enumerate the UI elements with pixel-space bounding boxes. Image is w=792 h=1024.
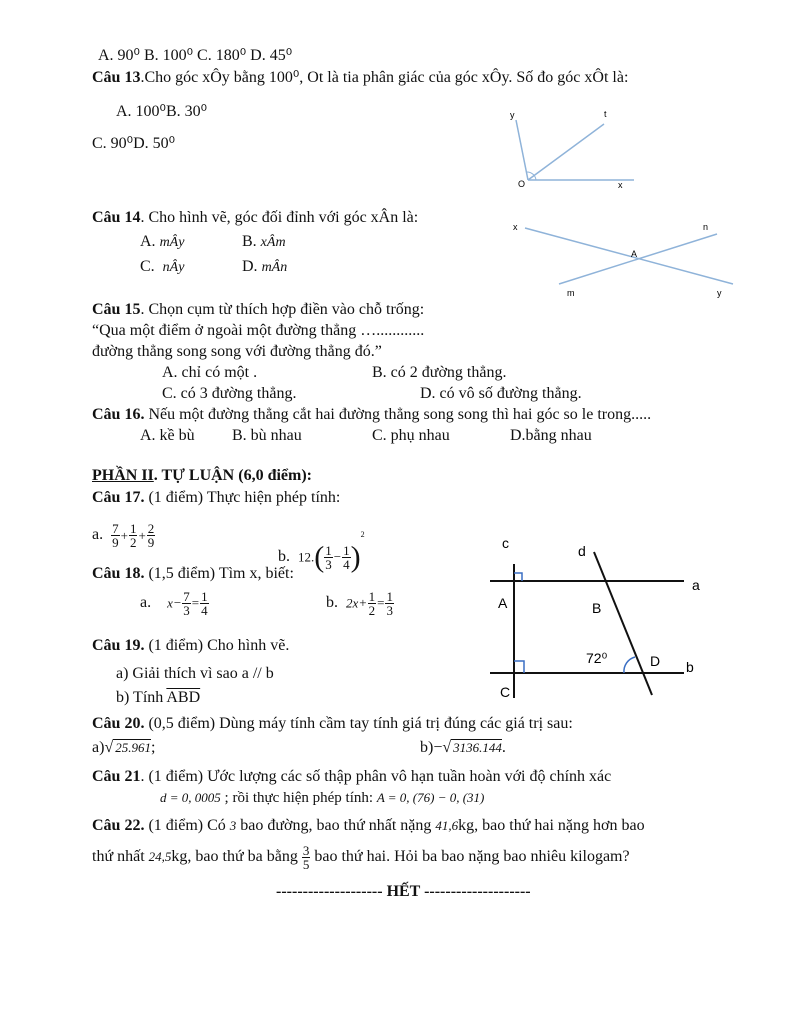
q16-question: Nếu một đường thẳng cắt hai đường thẳng song song thì hai góc so le trong..... — [144, 406, 652, 423]
q19-part-a: a) Giải thích vì sao a // b — [116, 665, 274, 682]
q14-option-b — [242, 232, 286, 253]
label-n: n — [703, 222, 709, 232]
q14-text — [92, 208, 418, 228]
label-y: y — [510, 110, 515, 120]
ray-oy — [516, 120, 528, 180]
q19-label: Câu 19. — [92, 637, 145, 654]
q18-label: Câu 18. — [92, 565, 145, 582]
q20-question: (0,5 điểm) Dùng máy tính cầm tay tính giá trị đúng các giá trị sau: — [144, 715, 573, 732]
q14-option-d — [242, 257, 287, 278]
end-marker: -------------------- HẾT -------------------- — [276, 883, 531, 900]
q22-line1 — [92, 816, 645, 836]
q18-b: b. 2x+ $\frac{1}{2}$ = $\frac{1}{3}$ — [326, 588, 393, 618]
q18-a: a. x− $\frac{7}{3}$ = $\frac{1}{4}$ — [140, 588, 208, 618]
q15-label: Câu 15 — [92, 301, 141, 318]
q17-question: (1 điểm) Thực hiện phép tính: — [144, 489, 341, 506]
denominator: 2 — [368, 602, 376, 618]
q20-b: b)−√ 3136.144. — [420, 739, 506, 756]
q22-text1: (1 điểm) Có — [144, 817, 230, 834]
q13-options-cd: C. 90⁰D. 50⁰ — [92, 135, 176, 152]
label-m: m — [567, 288, 575, 298]
q17-label: Câu 17. — [92, 489, 145, 506]
denominator: 4 — [201, 602, 208, 618]
q17-a-frac-3 — [147, 522, 156, 549]
q21-text — [92, 767, 611, 787]
q16-text — [92, 405, 651, 425]
q18-a-var: x — [167, 595, 173, 611]
line-mn — [559, 234, 717, 284]
denominator: 3 — [183, 602, 190, 618]
q21-line2-text: ; rồi thực hiện phép tính: — [220, 790, 377, 806]
label-y: y — [717, 288, 722, 298]
numerator: 2 — [147, 521, 155, 536]
q13-question: .Cho góc xÔy bằng 100⁰, Ot là tia phân giác của góc xÔy. Số đo góc xÔt là: — [140, 69, 629, 86]
q15-option-d: D. có vô số đường thẳng. — [420, 385, 582, 402]
q21-question: . (1 điểm) Ước lượng các số thập phân vô hạn tuần hoàn với độ chính xác — [140, 768, 612, 785]
q17-b-coef: 12. — [298, 549, 315, 565]
q14-c-math: nÂy — [162, 260, 185, 275]
label-t: t — [604, 109, 607, 119]
q15-question: . Chọn cụm từ thích hợp điền vào chỗ trống: — [140, 301, 425, 318]
q17-b-frac-2 — [342, 544, 351, 571]
q20-a-value: 25.961 — [115, 740, 151, 755]
q21-line2 — [160, 788, 484, 808]
q18-text — [92, 564, 294, 584]
q22-line2-c: bao thứ hai. Hỏi ba bao nặng bao nhiêu kilogam? — [310, 848, 630, 865]
q22-num2: 41,6 — [435, 818, 459, 833]
numerator: 7 — [183, 588, 190, 604]
q13-label: Câu 13 — [92, 69, 141, 86]
q20-b-value: 3136.144 — [453, 740, 502, 755]
q22-num3: 24,5 — [148, 849, 172, 864]
q20-label: Câu 20. — [92, 715, 145, 732]
q19-b-prefix: b) Tính — [116, 689, 167, 706]
q14-b-letter: B. — [242, 233, 257, 250]
q17-a-frac-1 — [111, 522, 120, 549]
q18-a-label: a. — [140, 594, 152, 611]
denominator: 5 — [302, 856, 310, 872]
numerator: 1 — [386, 588, 393, 604]
q15-option-b: B. có 2 đường thẳng. — [372, 364, 507, 381]
numerator: 1 — [343, 542, 350, 558]
q22-line2-a: thứ nhất — [92, 848, 149, 865]
q18-a-frac-1 — [182, 590, 191, 617]
q19-question: (1 điểm) Cho hình vẽ. — [144, 637, 290, 654]
q16-option-c: C. phụ nhau — [372, 427, 450, 444]
label-b-line: b — [686, 659, 694, 675]
q13-options-ab: A. 100⁰B. 30⁰ — [116, 103, 208, 120]
q15-quote-2: đường thẳng song song với đường thẳng đó.” — [92, 343, 382, 360]
label-a: A — [631, 249, 638, 259]
q17-b-exponent: 2 — [360, 530, 365, 539]
q22-num1: 3 — [229, 818, 237, 833]
label-point-b: B — [592, 600, 602, 616]
q20-a-tail: ; — [150, 739, 156, 756]
q19-b-angle: $\overline{ABD}$ — [166, 689, 201, 706]
label-angle: 72⁰ — [586, 650, 608, 666]
q14-d-letter: D. — [242, 258, 258, 275]
denominator: 9 — [112, 535, 119, 550]
denominator: 4 — [343, 556, 350, 572]
q16-option-a: A. kề bù — [140, 427, 195, 444]
q18-b-label: b. — [326, 594, 338, 611]
part2-title-b: . TỰ LUẬN (6,0 điểm): — [153, 467, 312, 484]
q22-label: Câu 22. — [92, 817, 145, 834]
q20-text — [92, 714, 573, 734]
angle-72-arc — [624, 657, 635, 673]
q19-part-b — [116, 688, 200, 708]
q21-precision: d = 0, 0005 — [160, 790, 221, 805]
q22-text2: bao đường, bao thứ nhất nặng — [236, 817, 436, 834]
label-c-line: c — [502, 535, 509, 551]
q22-line2-b: kg, bao thứ ba bằng — [171, 848, 302, 865]
q13-text — [92, 68, 628, 88]
q14-d-math: mÂn — [261, 260, 288, 275]
numerator: 3 — [302, 842, 310, 858]
q20-b-sign: − — [433, 739, 443, 756]
label-a-line: a — [692, 577, 700, 593]
denominator: 2 — [129, 535, 137, 550]
q15-option-a: A. chỉ có một . — [162, 364, 258, 381]
part2-title-a: PHẦN II — [92, 467, 154, 484]
q15-quote-1: “Qua một điểm ở ngoài một đường thẳng …............ — [92, 322, 425, 339]
q16-option-b: B. bù nhau — [232, 427, 302, 444]
numerator: 1 — [325, 542, 332, 558]
q14-a-letter: A. — [140, 233, 156, 250]
q14-option-a — [140, 232, 184, 253]
q22-text3: kg, bao thứ hai nặng hơn bao — [458, 817, 645, 834]
q18-a-frac-2 — [200, 590, 209, 617]
right-angle-a — [514, 573, 522, 581]
q15-text — [92, 300, 424, 320]
numerator: 7 — [112, 521, 119, 536]
denominator: 9 — [147, 535, 155, 550]
q20-a: a)√ 25.961; — [92, 739, 156, 756]
part2-title — [92, 466, 312, 486]
q20-b-label: b) — [420, 739, 434, 756]
denominator: 3 — [325, 556, 332, 572]
numerator: 1 — [129, 521, 137, 536]
ray-ot — [528, 124, 604, 180]
label-x: x — [513, 222, 518, 232]
label-o: O — [518, 179, 526, 189]
q17-b-frac-1 — [324, 544, 333, 571]
q18-b-frac-1 — [368, 590, 377, 617]
q17-b: b. 12.( $\frac{1}{3}$ − $\frac{1}{4}$ )$^2$ — [278, 530, 365, 574]
right-angle-b — [514, 661, 524, 673]
q20-b-tail: . — [501, 739, 506, 756]
numerator: 1 — [201, 588, 208, 604]
q17-text — [92, 488, 340, 508]
numerator: 1 — [368, 588, 376, 604]
q17-b-label: b. — [278, 548, 290, 565]
q21-expression: A = 0, (76) − 0, (31) — [376, 790, 485, 805]
q14-label: Câu 14 — [92, 209, 141, 226]
q21-label: Câu 21 — [92, 768, 141, 785]
label-point-a: A — [498, 595, 508, 611]
q12-options: A. 90⁰ B. 100⁰ C. 180⁰ D. 45⁰ — [98, 47, 293, 64]
label-x: x — [618, 180, 623, 190]
q14-b-math: xÂm — [260, 235, 286, 250]
label-point-d: D — [650, 653, 661, 669]
q17-a-label: a. — [92, 526, 104, 544]
q14-figure — [505, 216, 745, 302]
q18-b-var: 2x — [346, 595, 359, 611]
label-point-c: C — [500, 684, 511, 700]
q18-question: (1,5 điểm) Tìm x, biết: — [144, 565, 294, 582]
q20-a-label: a) — [92, 739, 105, 756]
q14-a-math: mÂy — [159, 235, 185, 250]
q22-line2 — [92, 840, 630, 874]
q14-option-c — [140, 257, 184, 278]
q19-figure — [480, 530, 720, 705]
q16-option-d: D.bằng nhau — [510, 427, 592, 444]
q13-figure — [500, 100, 660, 195]
q16-label: Câu 16. — [92, 406, 145, 423]
denominator: 3 — [386, 602, 393, 618]
q19-text — [92, 636, 289, 656]
q15-option-c: C. có 3 đường thẳng. — [162, 385, 297, 402]
q17-a: a. $\frac{7}{9}$ + $\frac{1}{2}$ + $\frac{2}{9}$ — [92, 521, 155, 550]
label-d-line: d — [578, 543, 586, 559]
q14-c-letter: C. — [140, 258, 155, 275]
line-xy — [525, 228, 733, 284]
q18-b-frac-2 — [385, 590, 394, 617]
q14-question: . Cho hình vẽ, góc đối đỉnh với góc xÂn là: — [140, 209, 419, 226]
